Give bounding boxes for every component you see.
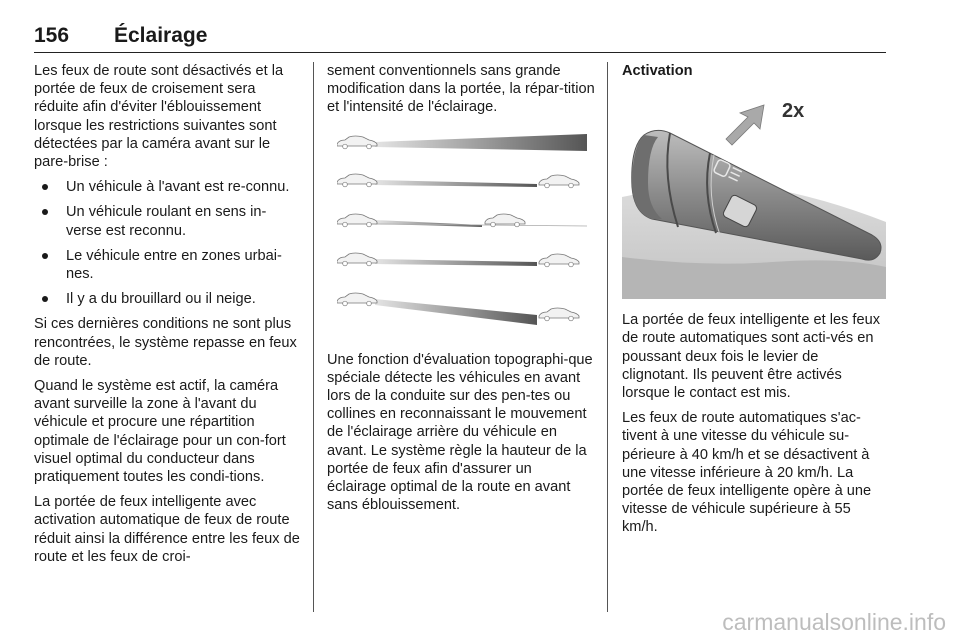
car-icon (539, 254, 579, 267)
bullet-icon (42, 296, 48, 302)
paragraph: Si ces dernières conditions ne sont plus rencontrées, le système repasse en feux de route. (34, 316, 297, 369)
watermark: carmanualsonline.info (722, 609, 946, 635)
page-header (34, 22, 886, 53)
paragraph: La portée de feux intelligente et les feux de route automatiques sont acti-vés en poussant deux fois le levier de clignotant. Ils peuvent être activés lorsque le contact est mis. (622, 312, 880, 402)
list-item: Il y a du brouillard ou il neige. (34, 290, 302, 308)
list-item: Le véhicule entre en zones urbai-nes. (34, 247, 302, 283)
bullet-icon (42, 184, 48, 190)
section-heading: Activation (622, 63, 693, 79)
column-3 (622, 62, 888, 544)
car-icon (337, 293, 377, 306)
paragraph: Quand le système est actif, la caméra avant surveille la zone à l'avant du véhicule et procure une répartition optimale de l'éclairage pour un con-fort visuel optimal du conducteur dans pratiquement toutes les condi-tions. (34, 378, 286, 486)
list-item: Un véhicule roulant en sens in-verse est reconnu. (34, 203, 302, 239)
paragraph: sement conventionnels sans grande modification dans la portée, la répar-tition et l'intensité de l'éclairage. (327, 63, 595, 116)
car-icon (337, 214, 377, 227)
column-2 (327, 62, 595, 521)
car-icon (337, 253, 377, 266)
chapter-title: Éclairage (114, 24, 208, 47)
light-distribution-figure (337, 127, 587, 327)
page-number: 156 (34, 24, 70, 47)
paragraph: Les feux de route sont désactivés et la portée de feux de croisement sera réduite afin d'éviter l'éblouissement lorsque les restrictions suivantes sont détectées par la caméra avant sur le pare-brise : (34, 63, 284, 171)
beam-row (337, 214, 587, 227)
push-count-label: 2x (782, 100, 805, 123)
paragraph: Une fonction d'évaluation topographi-que spéciale détecte les véhicules en avant lors de la conduite sur des pen-tes ou collines en reconnaissant le mouvement de l'éclairage arrière du véhicule en avant. Le système règle la hauteur de la portée de feux afin d'assurer un éclairage optimal de la route en avant sans éblouissement. (327, 351, 593, 514)
car-icon (337, 174, 377, 187)
car-icon (539, 175, 579, 188)
beam-row (337, 293, 579, 325)
list-item: Un véhicule à l'avant est re-connu. (34, 178, 302, 196)
restriction-list (34, 178, 302, 308)
car-icon (337, 136, 377, 149)
bullet-icon (42, 253, 48, 259)
column-divider (607, 62, 608, 612)
beam-row (337, 174, 579, 188)
paragraph: Les feux de route automatiques s'ac-tivent à une vitesse du véhicule su-périeure à 40 km/h et se désactivent à une vitesse inférieure à 20 km/h. La portée de feux intelligente opère à une vitesse de véhicule supérieure à 55 km/h. (622, 410, 872, 536)
paragraph: La portée de feux intelligente avec activation automatique de feux de route réduit ainsi la différence entre les feux de route et les feux de croi- (34, 494, 300, 565)
column-1 (34, 62, 302, 573)
column-divider (313, 62, 314, 612)
bullet-icon (42, 209, 48, 215)
car-icon (539, 308, 579, 321)
beam-row (337, 253, 579, 267)
turn-signal-lever-figure (622, 87, 886, 299)
beam-row (337, 134, 587, 151)
